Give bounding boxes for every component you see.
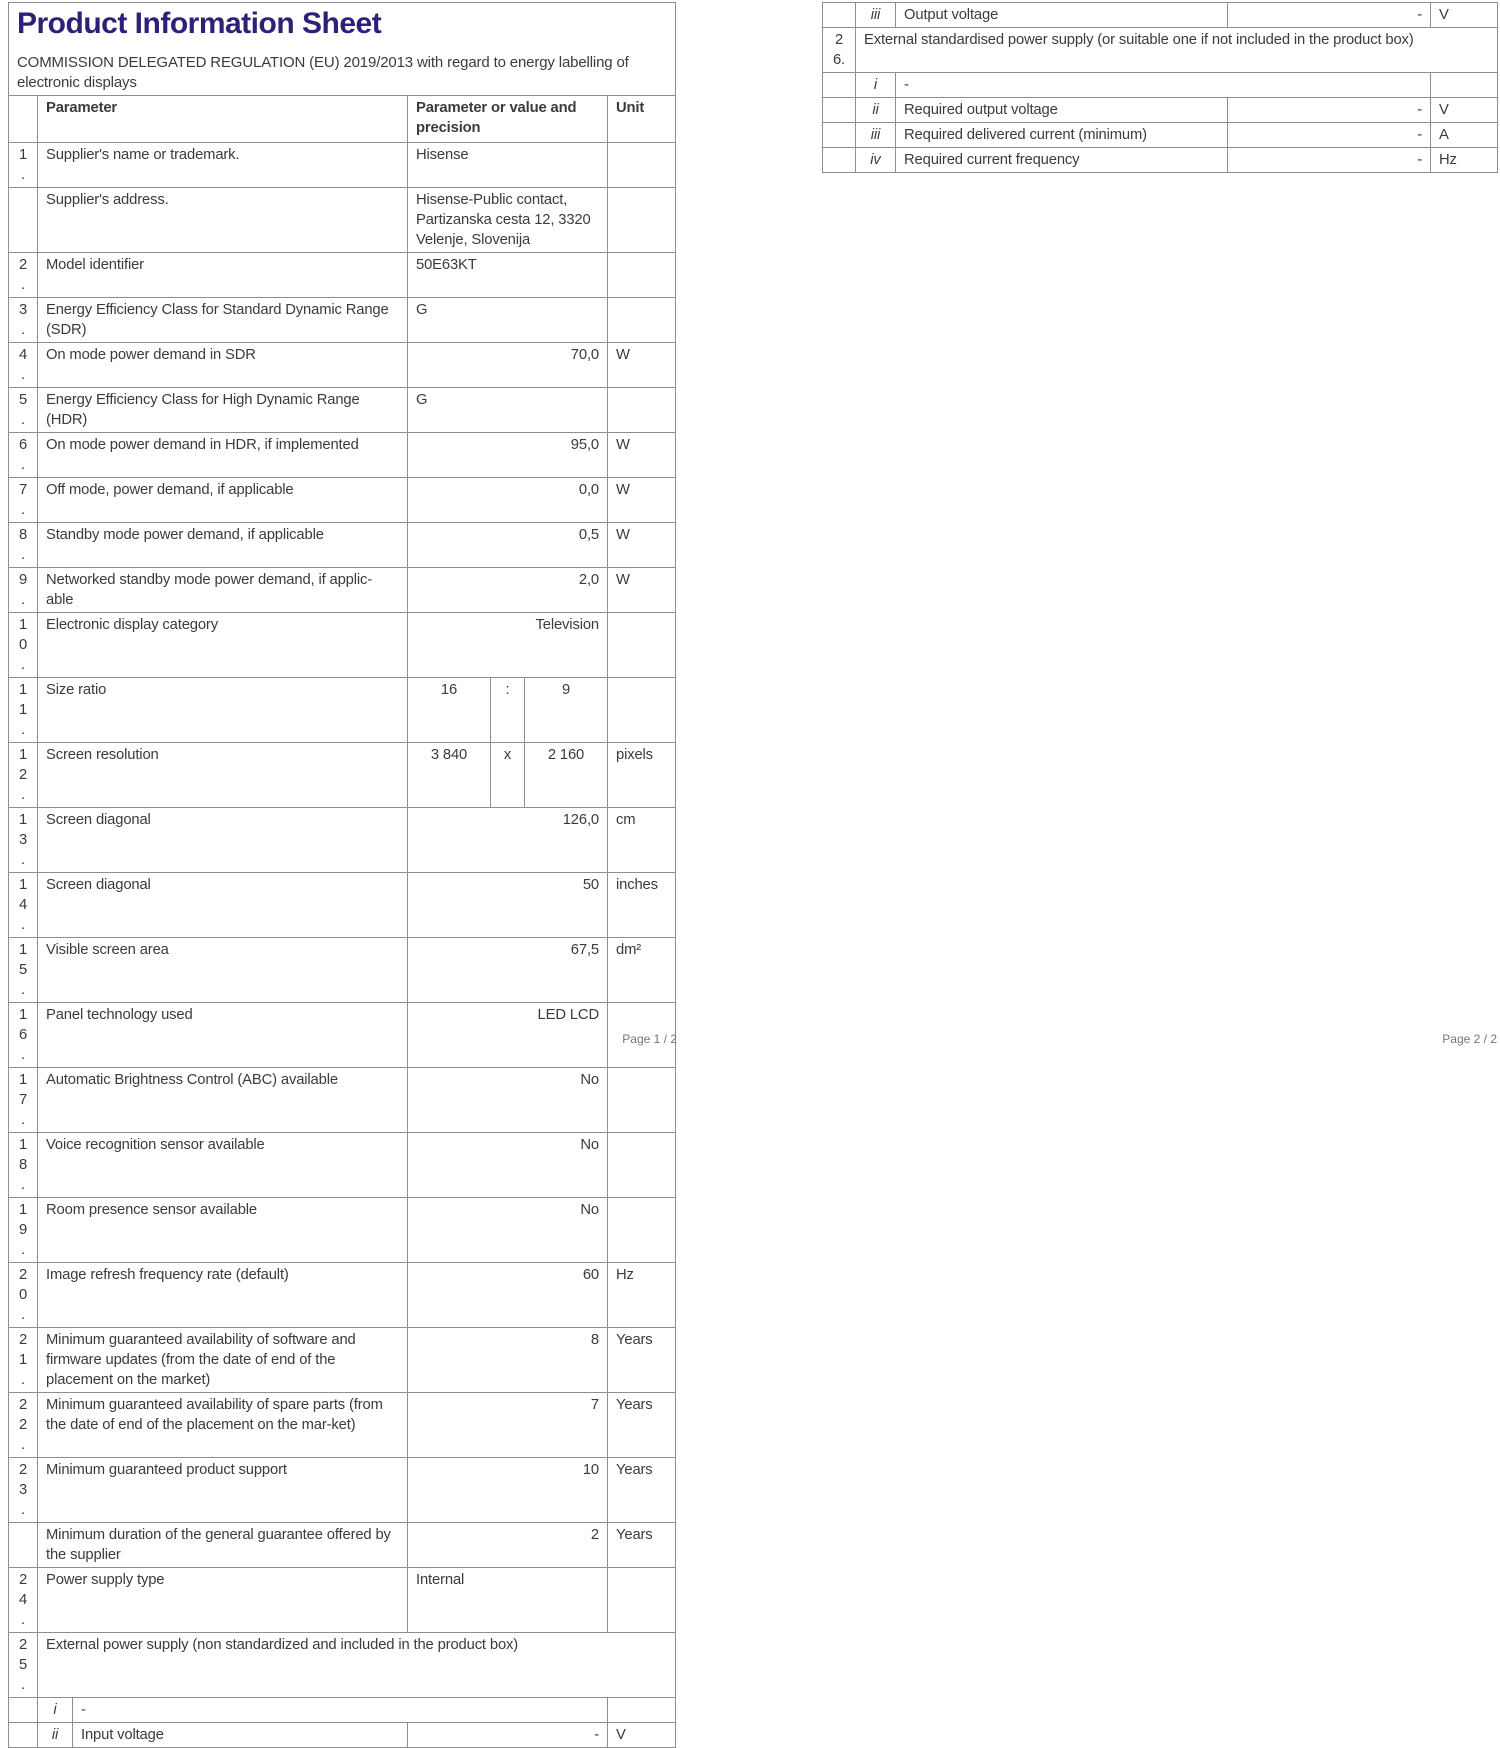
unit-label [608, 188, 676, 253]
param-label: Minimum guaranteed product support [38, 1458, 408, 1523]
table-row [9, 1133, 676, 1198]
table-row [9, 1633, 676, 1698]
unit-label: W [608, 433, 676, 478]
param-value: 95,0 [408, 433, 608, 478]
param-label: Supplier's name or trademark. [38, 143, 408, 188]
row-number [9, 1698, 38, 1723]
row-number: 2. [9, 253, 38, 298]
unit-label: inches [608, 873, 676, 938]
table-row [9, 1523, 676, 1568]
unit-label: V [1431, 98, 1498, 123]
resolution-vertical: 2 160 [525, 743, 608, 808]
param-label: Output voltage [896, 3, 1228, 28]
title-block [9, 3, 676, 96]
table-row [9, 188, 676, 253]
unit-label: dm² [608, 938, 676, 1003]
row-number: 11. [9, 678, 38, 743]
row-number: 22. [9, 1393, 38, 1458]
row-number: 24. [9, 1568, 38, 1633]
table-row [9, 478, 676, 523]
param-label: Minimum guaranteed availability of spare parts (from the date of end of the placement on the mar-ket) [38, 1393, 408, 1458]
param-value: No [408, 1133, 608, 1198]
unit-label: W [608, 523, 676, 568]
row-number [823, 123, 856, 148]
param-value: - [1228, 123, 1431, 148]
row-number: 16. [9, 1003, 38, 1068]
param-value: No [408, 1068, 608, 1133]
row-number: 19. [9, 1198, 38, 1263]
resolution-horizontal: 3 840 [408, 743, 491, 808]
param-label: Screen diagonal [38, 873, 408, 938]
ratio-separator: : [491, 678, 525, 743]
param-label: Energy Efficiency Class for High Dynamic Range (HDR) [38, 388, 408, 433]
param-label: Off mode, power demand, if applicable [38, 478, 408, 523]
param-value: G [408, 298, 608, 343]
sub-row-number: iv [856, 148, 896, 173]
table-row [823, 28, 1498, 73]
param-value: G [408, 388, 608, 433]
row-number [823, 148, 856, 173]
row-number: 12. [9, 743, 38, 808]
param-value: 50 [408, 873, 608, 938]
param-value: 67,5 [408, 938, 608, 1003]
param-value: - [408, 1723, 608, 1748]
param-value: 0,0 [408, 478, 608, 523]
row-number: 4. [9, 343, 38, 388]
param-label: Required output voltage [896, 98, 1228, 123]
param-label: Supplier's address. [38, 188, 408, 253]
param-value: 0,5 [408, 523, 608, 568]
unit-label [608, 678, 676, 743]
sub-row-number: i [856, 73, 896, 98]
table-row [9, 1198, 676, 1263]
param-label: Standby mode power demand, if applicable [38, 523, 408, 568]
table-row [823, 3, 1498, 28]
row-number: 13. [9, 808, 38, 873]
table-row [9, 808, 676, 873]
row-number: 23. [9, 1458, 38, 1523]
header-value: Parameter or value and precision [408, 96, 608, 143]
param-value: 2,0 [408, 568, 608, 613]
unit-label [608, 613, 676, 678]
table-row [9, 1698, 676, 1723]
unit-label: Years [608, 1458, 676, 1523]
table-row [9, 1458, 676, 1523]
param-label: Model identifier [38, 253, 408, 298]
table-row [9, 613, 676, 678]
row-number: 25. [9, 1633, 38, 1698]
row-number [9, 188, 38, 253]
param-label: On mode power demand in SDR [38, 343, 408, 388]
param-label: Room presence sensor available [38, 1198, 408, 1263]
param-label: On mode power demand in HDR, if implemented [38, 433, 408, 478]
table-row [9, 938, 676, 1003]
row-number: 26. [823, 28, 856, 73]
unit-label [608, 1068, 676, 1133]
param-label: Voice recognition sensor available [38, 1133, 408, 1198]
row-number [823, 73, 856, 98]
param-label: Required current frequency [896, 148, 1228, 173]
table-row [9, 253, 676, 298]
unit-label [608, 388, 676, 433]
param-label: Automatic Brightness Control (ABC) available [38, 1068, 408, 1133]
param-label: Screen resolution [38, 743, 408, 808]
param-value: 60 [408, 1263, 608, 1328]
unit-label [608, 253, 676, 298]
product-info-table-page2 [822, 2, 1498, 173]
row-number: 15. [9, 938, 38, 1003]
row-number: 7. [9, 478, 38, 523]
param-label: Minimum duration of the general guarantee offered by the supplier [38, 1523, 408, 1568]
page-1 [8, 2, 676, 1748]
param-value: - [1228, 148, 1431, 173]
table-row [9, 1328, 676, 1393]
param-value: No [408, 1198, 608, 1263]
sub-row-number: ii [856, 98, 896, 123]
table-row [823, 98, 1498, 123]
unit-label: Hz [1431, 148, 1498, 173]
param-value: Internal [408, 1568, 608, 1633]
param-value: 2 [408, 1523, 608, 1568]
param-value: - [1228, 98, 1431, 123]
row-number: 20. [9, 1263, 38, 1328]
table-row [9, 1393, 676, 1458]
table-row [9, 873, 676, 938]
table-row [9, 1068, 676, 1133]
param-value: Hisense [408, 143, 608, 188]
ratio-width: 16 [408, 678, 491, 743]
param-value: 126,0 [408, 808, 608, 873]
param-value: Television [408, 613, 608, 678]
table-row [9, 678, 676, 743]
table-row [9, 298, 676, 343]
unit-label [1431, 73, 1498, 98]
param-label: Input voltage [73, 1723, 408, 1748]
ratio-height: 9 [525, 678, 608, 743]
table-row [823, 123, 1498, 148]
table-row [823, 73, 1498, 98]
param-label: Required delivered current (minimum) [896, 123, 1228, 148]
param-label: Networked standby mode power demand, if applic-able [38, 568, 408, 613]
table-row [9, 388, 676, 433]
unit-label: pixels [608, 743, 676, 808]
param-value: LED LCD [408, 1003, 608, 1068]
unit-label [608, 143, 676, 188]
param-label: Size ratio [38, 678, 408, 743]
table-row [9, 343, 676, 388]
page-1-footer: Page 1 / 2 [622, 1032, 677, 1046]
product-info-table-page1 [8, 2, 676, 1748]
sub-row-number: iii [856, 3, 896, 28]
row-number [823, 98, 856, 123]
unit-label: Years [608, 1523, 676, 1568]
row-number [823, 3, 856, 28]
row-number [9, 1723, 38, 1748]
row-number: 3. [9, 298, 38, 343]
unit-label: W [608, 478, 676, 523]
page-title: Product Information Sheet [17, 7, 382, 40]
unit-label: W [608, 343, 676, 388]
param-label: Power supply type [38, 1568, 408, 1633]
sub-row-number: ii [38, 1723, 73, 1748]
unit-label: cm [608, 808, 676, 873]
row-number: 10. [9, 613, 38, 678]
table-row [9, 1568, 676, 1633]
row-number: 14. [9, 873, 38, 938]
unit-label: Years [608, 1393, 676, 1458]
unit-label [608, 1568, 676, 1633]
page-2 [822, 2, 1498, 173]
table-row [9, 568, 676, 613]
row-number: 8. [9, 523, 38, 568]
param-label: Minimum guaranteed availability of software and firmware updates (from the date of end of the placement on the market) [38, 1328, 408, 1393]
header-unit: Unit [608, 96, 676, 143]
param-label: Panel technology used [38, 1003, 408, 1068]
param-value: 7 [408, 1393, 608, 1458]
param-value: 70,0 [408, 343, 608, 388]
param-value: Hisense-Public contact, Partizanska cesta 12, 3320 Velenje, Slovenija [408, 188, 608, 253]
unit-label [608, 1133, 676, 1198]
param-label: Visible screen area [38, 938, 408, 1003]
header-number-cell [9, 96, 38, 143]
regulation-subtitle: COMMISSION DELEGATED REGULATION (EU) 2019/2013 with regard to energy labelling of electronic displays [17, 54, 629, 91]
param-label: Image refresh frequency rate (default) [38, 1263, 408, 1328]
unit-label [608, 298, 676, 343]
row-number: 9. [9, 568, 38, 613]
row-number: 1. [9, 143, 38, 188]
param-value: - [1228, 3, 1431, 28]
row-number: 21. [9, 1328, 38, 1393]
unit-label: A [1431, 123, 1498, 148]
unit-label [608, 1198, 676, 1263]
header-parameter: Parameter [38, 96, 408, 143]
param-label: Energy Efficiency Class for Standard Dynamic Range (SDR) [38, 298, 408, 343]
table-row [9, 433, 676, 478]
page-2-footer: Page 2 / 2 [1442, 1032, 1497, 1046]
unit-label: V [1431, 3, 1498, 28]
unit-label: V [608, 1723, 676, 1748]
param-value: 10 [408, 1458, 608, 1523]
table-row [9, 143, 676, 188]
unit-label: W [608, 568, 676, 613]
resolution-separator: x [491, 743, 525, 808]
param-label: - [896, 73, 1431, 98]
row-number: 17. [9, 1068, 38, 1133]
row-number: 5. [9, 388, 38, 433]
param-label: Screen diagonal [38, 808, 408, 873]
section-header-label: External standardised power supply (or suitable one if not included in the product box) [856, 28, 1498, 73]
table-row [823, 148, 1498, 173]
table-row [9, 743, 676, 808]
param-value: 50E63KT [408, 253, 608, 298]
param-value: 8 [408, 1328, 608, 1393]
unit-label: Hz [608, 1263, 676, 1328]
unit-label [608, 1698, 676, 1723]
sub-row-number: i [38, 1698, 73, 1723]
table-row [9, 1723, 676, 1748]
row-number: 6. [9, 433, 38, 478]
unit-label: Years [608, 1328, 676, 1393]
param-label: - [73, 1698, 608, 1723]
row-number [9, 1523, 38, 1568]
table-row [9, 1263, 676, 1328]
sub-row-number: iii [856, 123, 896, 148]
param-label: Electronic display category [38, 613, 408, 678]
table-row [9, 523, 676, 568]
section-header-label: External power supply (non standardized and included in the product box) [38, 1633, 676, 1698]
row-number: 18. [9, 1133, 38, 1198]
